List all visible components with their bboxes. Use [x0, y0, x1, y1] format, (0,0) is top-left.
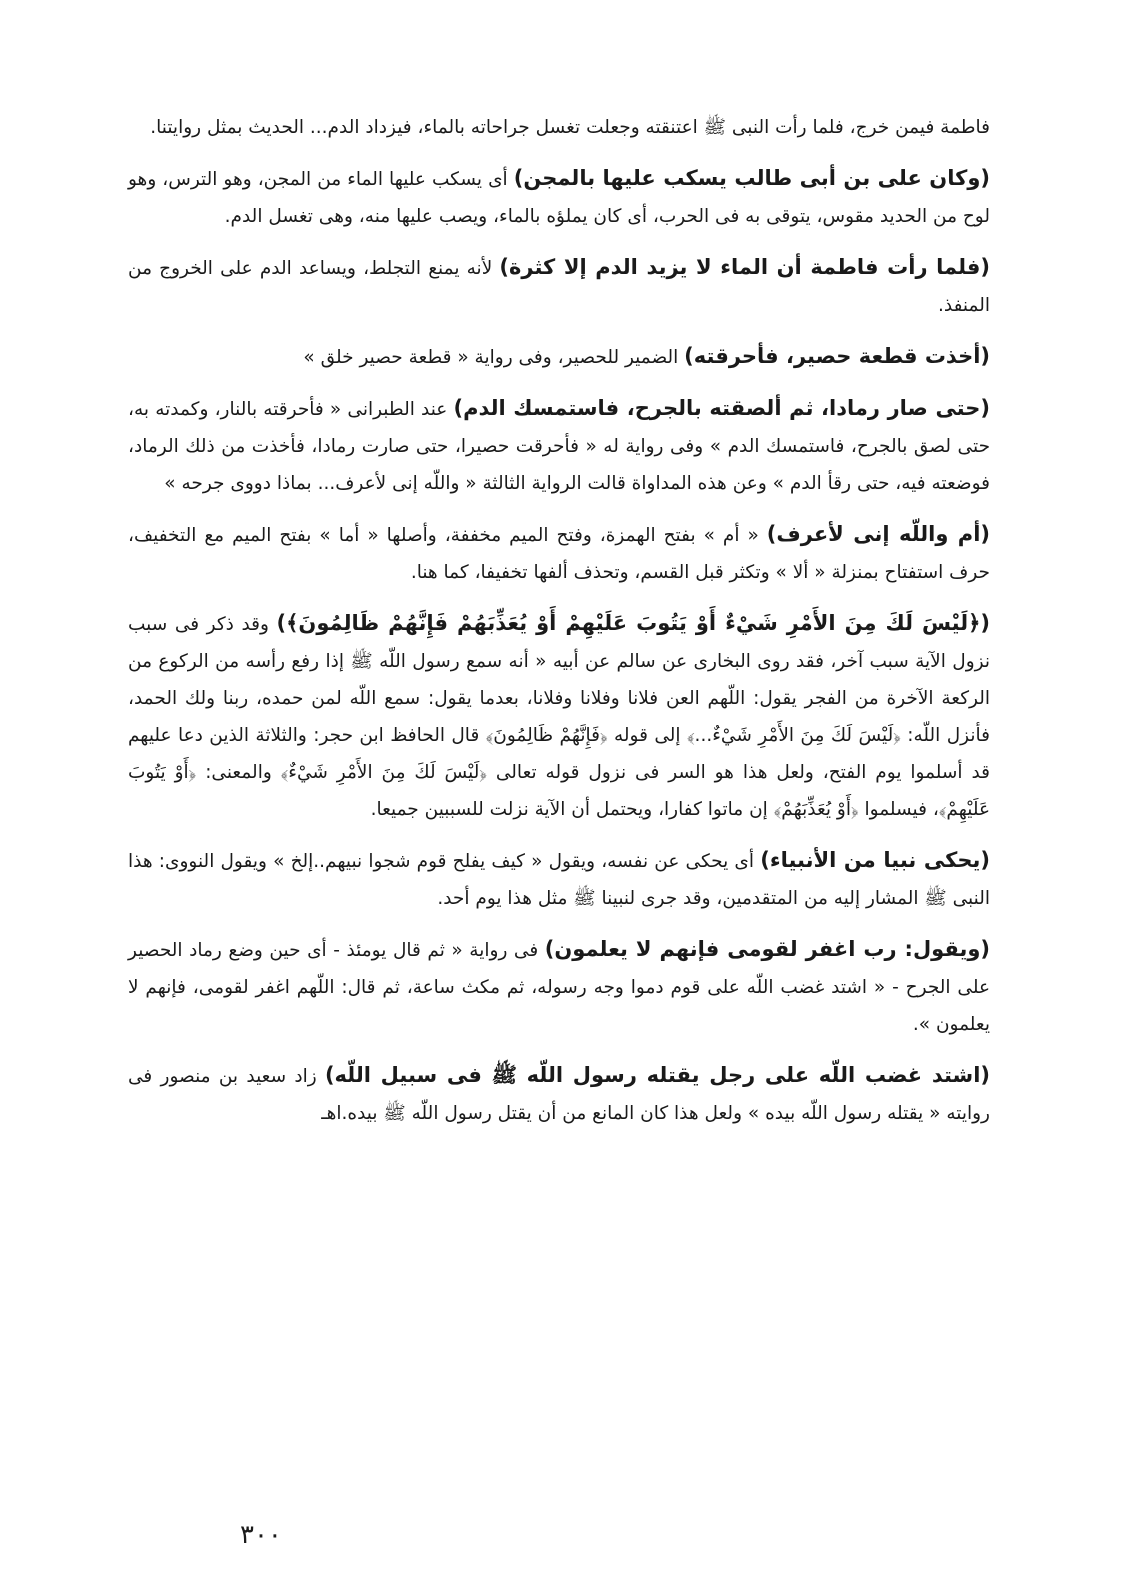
paragraph-10-text: زاد سعيد بن منصور فى روايته « يقتله رسول اللّه بيده » ولعل هذا كان المانع من أن يقتل رسول اللّه ﷺ بيده.اهـ	[128, 1066, 990, 1124]
paragraph-1	[128, 108, 990, 146]
paragraph-9-heading: (ويقول: رب اغفر لقومى فإنهم لا يعلمون)	[544, 937, 990, 961]
paragraph-2-text: أى يسكب عليها الماء من المجن، وهو الترس، وهو لوح من الحديد مقوس، يتوقى به فى الحرب، أى كان يملؤه بالماء، ويصب عليها منه، وهى تغسل الدم.	[128, 169, 990, 227]
paragraph-3	[128, 249, 990, 324]
page-body	[128, 108, 990, 1146]
paragraph-8-heading: (يحكى نبيا من الأنبياء)	[760, 848, 990, 872]
paragraph-5-heading: (حتى صار رمادا، ثم ألصقته بالجرح، فاستمسك الدم)	[453, 396, 990, 420]
paragraph-1-text: فاطمة فيمن خرج، فلما رأت النبى ﷺ اعتنقته وجعلت تغسل جراحاته بالماء، فيزداد الدم... الحديث بمثل روايتنا.	[150, 117, 990, 138]
paragraph-2	[128, 160, 990, 235]
paragraph-8	[128, 842, 990, 917]
paragraph-5	[128, 390, 990, 502]
paragraph-9-text: فى رواية « ثم قال يومئذ - أى حين وضع رماد الحصير على الجرح - « اشتد غضب اللّه على قوم دموا وجه رسوله، ثم مكث ساعة، ثم قال: اللّهم اغفر لقومى، فإنهم لا يعلمون ».	[128, 940, 990, 1035]
paragraph-10	[128, 1057, 990, 1132]
paragraph-7	[128, 605, 990, 828]
paragraph-6-text: « أم » بفتح الهمزة، وفتح الميم مخففة، وأصلها « أما » بفتح الميم مع التخفيف، حرف استفتاح بمنزلة « ألا » وتكثر قبل القسم، وتحذف ألفها تخفيفا، كما هنا.	[128, 525, 990, 583]
paragraph-5-text: عند الطبرانى « فأحرقته بالنار، وكمدته به، حتى لصق بالجرح، فاستمسك الدم » وفى رواية له « فأحرقت حصيرا، حتى صارت رمادا، فأخذت من ذلك الرماد، فوضعته فيه، حتى رقأ الدم » وعن هذه المداواة قالت الرواية الثالثة « واللّه إنى لأعرف... بماذا دووى جرحه »	[128, 399, 990, 494]
paragraph-3-heading: (فلما رأت فاطمة أن الماء لا يزيد الدم إلا كثرة)	[499, 255, 991, 279]
paragraph-4-text: الضمير للحصير، وفى رواية « قطعة حصير خلق »	[303, 347, 679, 368]
paragraph-7-heading: (﴿لَيْسَ لَكَ مِنَ الأَمْرِ شَيْءٌ أَوْ يَتُوبَ عَلَيْهِمْ أَوْ يُعَذِّبَهُمْ فَإِنَّهُمْ ظَالِمُونَ﴾)	[276, 611, 990, 635]
paragraph-3-text: لأنه يمنع التجلط، ويساعد الدم على الخروج من المنفذ.	[128, 258, 990, 316]
paragraph-7-text: وقد ذكر فى سبب نزول الآية سبب آخر، فقد روى البخارى عن سالم عن أبيه « أنه سمع رسول اللّه ﷺ إذا رفع رأسه من الركوع من الركعة الآخرة من الفجر يقول: اللّهم العن فلانا وفلانا وفلانا، بعدما يقول: سمع اللّه لمن حمده، ربنا ولك الحمد، فأنزل اللّه: ﴿لَيْسَ لَكَ مِنَ الأَمْرِ شَيْءٌ...﴾ إلى قوله ﴿فَإِنَّهُمْ ظَالِمُونَ﴾ قال الحافظ ابن حجر: والثلاثة الذين دعا عليهم قد أسلموا يوم الفتح، ولعل هذا هو السر فى نزول قوله تعالى ﴿لَيْسَ لَكَ مِنَ الأَمْرِ شَيْءٌ﴾ والمعنى: ﴿أَوْ يَتُوبَ عَلَيْهِمْ﴾، فيسلموا ﴿أَوْ يُعَذِّبَهُمْ﴾ إن ماتوا كفارا، ويحتمل أن الآية نزلت للسببين جميعا.	[128, 614, 990, 820]
paragraph-6	[128, 516, 990, 591]
paragraph-9	[128, 931, 990, 1043]
page-number: ٣٠٠	[240, 1520, 282, 1550]
paragraph-4	[128, 338, 990, 376]
paragraph-4-heading: (أخذت قطعة حصير، فأحرقته)	[684, 344, 990, 368]
paragraph-2-heading: (وكان على بن أبى طالب يسكب عليها بالمجن)	[513, 166, 990, 190]
paragraph-6-heading: (أم واللّه إنى لأعرف)	[766, 522, 990, 546]
paragraph-8-text: أى يحكى عن نفسه، ويقول « كيف يفلح قوم شجوا نبيهم..إلخ » ويقول النووى: هذا النبى ﷺ المشار إليه من المتقدمين، وقد جرى لنبينا ﷺ مثل هذا يوم أحد.	[128, 851, 990, 909]
paragraph-10-heading: (اشتد غضب اللّه على رجل يقتله رسول اللّه ﷺ فى سبيل اللّه)	[324, 1063, 990, 1087]
